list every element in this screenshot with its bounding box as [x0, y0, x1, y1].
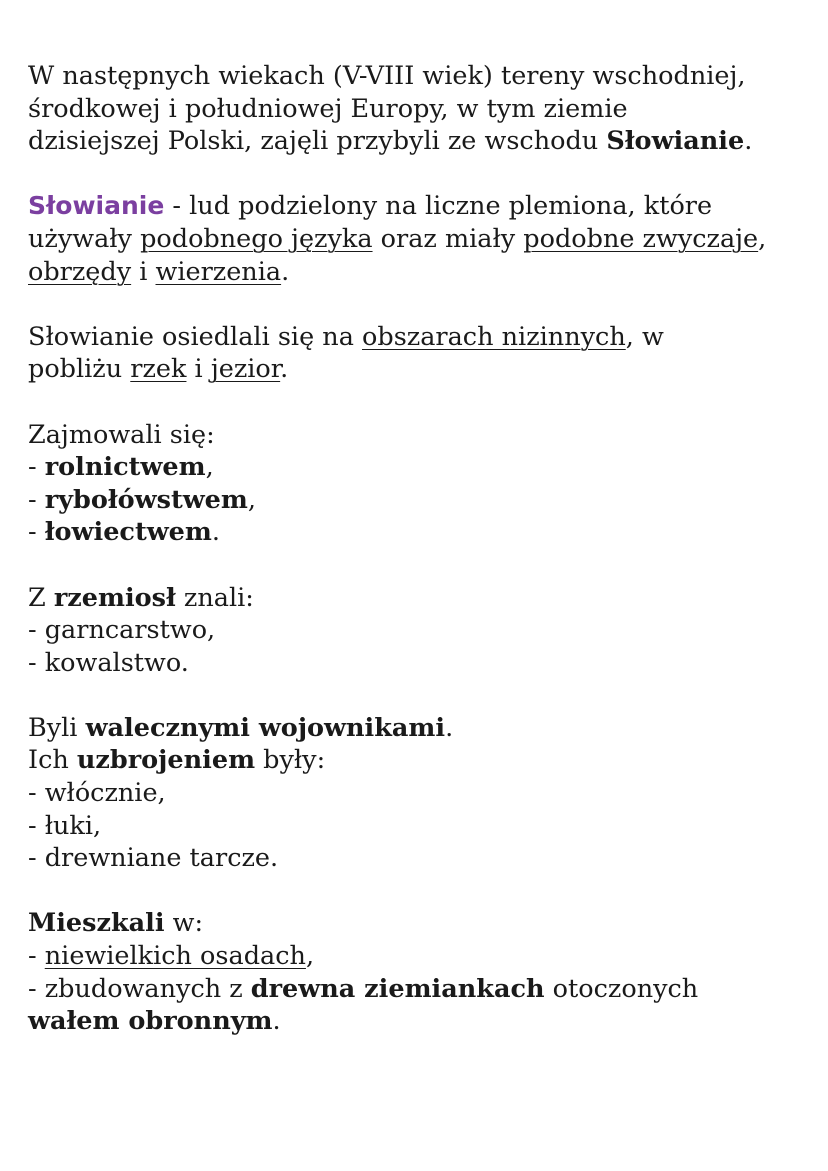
warriors-line-1: [28, 712, 813, 745]
underlined-phrase: obrzędy: [28, 256, 132, 287]
list-bullet: -: [28, 484, 45, 515]
definition-line-1: [28, 190, 813, 223]
dwellings-line-3: [28, 1005, 813, 1038]
settlement-text: Słowianie osiedlali się na: [28, 321, 363, 352]
crafts-bold: rzemiosł: [53, 582, 176, 613]
dwellings-paragraph: [28, 907, 813, 1037]
underlined-phrase: wierzenia: [155, 256, 282, 287]
list-item-bold: rolnictwem: [44, 452, 206, 483]
intro-line-1: W następnych wiekach (V-VIII wiek) tereny wschodniej,: [28, 61, 746, 91]
list-bullet: -: [28, 452, 45, 483]
definition-text: - lud podzielony na liczne plemiona, które: [164, 191, 713, 222]
warriors-text: Byli: [28, 712, 86, 743]
crafts-paragraph: [28, 582, 813, 680]
definition-text: używały: [28, 223, 141, 254]
settlement-line-2: [28, 353, 813, 386]
list-item: - kowalstwo.: [28, 647, 189, 678]
list-bullet: -: [28, 941, 45, 972]
warriors-text: były:: [255, 745, 326, 776]
intro-bold-term: Słowianie: [606, 126, 745, 157]
list-item: - włócznie,: [28, 778, 166, 809]
intro-paragraph: [28, 60, 813, 158]
dwellings-heading: [28, 907, 813, 940]
list-item: [28, 940, 813, 973]
list-item-bold: rybołówstwem: [44, 484, 248, 515]
dwellings-bold: drewna ziemiankach: [250, 973, 545, 1004]
definition-line-3: [28, 256, 813, 289]
underlined-phrase: obszarach nizinnych: [362, 321, 626, 352]
warriors-paragraph: [28, 712, 813, 875]
warriors-text: Ich: [28, 745, 77, 776]
warriors-punct: .: [445, 712, 454, 743]
list-item: - drewniane tarcze.: [28, 843, 279, 874]
settlement-line-1: [28, 321, 813, 354]
dwellings-text: w:: [164, 908, 204, 939]
dwellings-punct: .: [272, 1006, 281, 1037]
underlined-phrase: podobne zwyczaje: [523, 223, 759, 254]
warriors-line-2: [28, 744, 813, 777]
list-item-bold: łowiectwem: [44, 517, 212, 548]
definition-paragraph: [28, 190, 813, 288]
intro-text: dzisiejszej Polski, zajęli przybyli ze wschodu: [28, 126, 607, 157]
underlined-phrase: jezior: [210, 354, 281, 385]
occupations-heading: Zajmowali się:: [28, 419, 215, 450]
list-punct: ,: [247, 484, 256, 515]
dwellings-text: otoczonych: [544, 973, 699, 1004]
intro-line-2: środkowej i południowej Europy, w tym ziemie: [28, 93, 628, 124]
list-item: [28, 973, 813, 1006]
underlined-phrase: rzek: [130, 354, 187, 385]
definition-text: i: [131, 256, 156, 287]
definition-term: Słowianie: [28, 191, 165, 221]
occupations-paragraph: [28, 419, 813, 549]
underlined-phrase: podobnego języka: [140, 223, 373, 254]
settlement-text: i: [186, 354, 211, 385]
settlement-text: pobliżu: [28, 354, 131, 385]
definition-line-2: [28, 223, 813, 256]
list-punct: .: [211, 517, 220, 548]
list-punct: ,: [305, 941, 315, 972]
intro-punct: .: [744, 126, 753, 157]
settlement-paragraph: [28, 321, 813, 386]
list-item: [28, 516, 813, 549]
crafts-text: znali:: [175, 582, 254, 613]
underlined-phrase: niewielkich osadach: [44, 941, 306, 972]
settlement-text: , w: [625, 321, 664, 352]
definition-punct: ,: [758, 223, 767, 254]
intro-line-3: [28, 125, 813, 158]
list-bullet: -: [28, 517, 45, 548]
list-item: - garncarstwo,: [28, 615, 216, 646]
list-item: - łuki,: [28, 810, 102, 841]
crafts-heading: [28, 582, 813, 615]
document-page: [28, 60, 813, 1070]
list-item: [28, 484, 813, 517]
dwellings-text: - zbudowanych z: [28, 973, 251, 1004]
dwellings-bold: wałem obronnym: [28, 1006, 273, 1037]
settlement-punct: .: [280, 354, 289, 385]
definition-text: oraz miały: [372, 223, 524, 254]
warriors-bold: walecznymi wojownikami: [85, 712, 446, 743]
dwellings-bold: Mieszkali: [28, 908, 165, 939]
list-punct: ,: [205, 452, 214, 483]
definition-punct: .: [281, 256, 290, 287]
crafts-text: Z: [28, 582, 54, 613]
list-item: [28, 451, 813, 484]
warriors-bold: uzbrojeniem: [76, 745, 256, 776]
